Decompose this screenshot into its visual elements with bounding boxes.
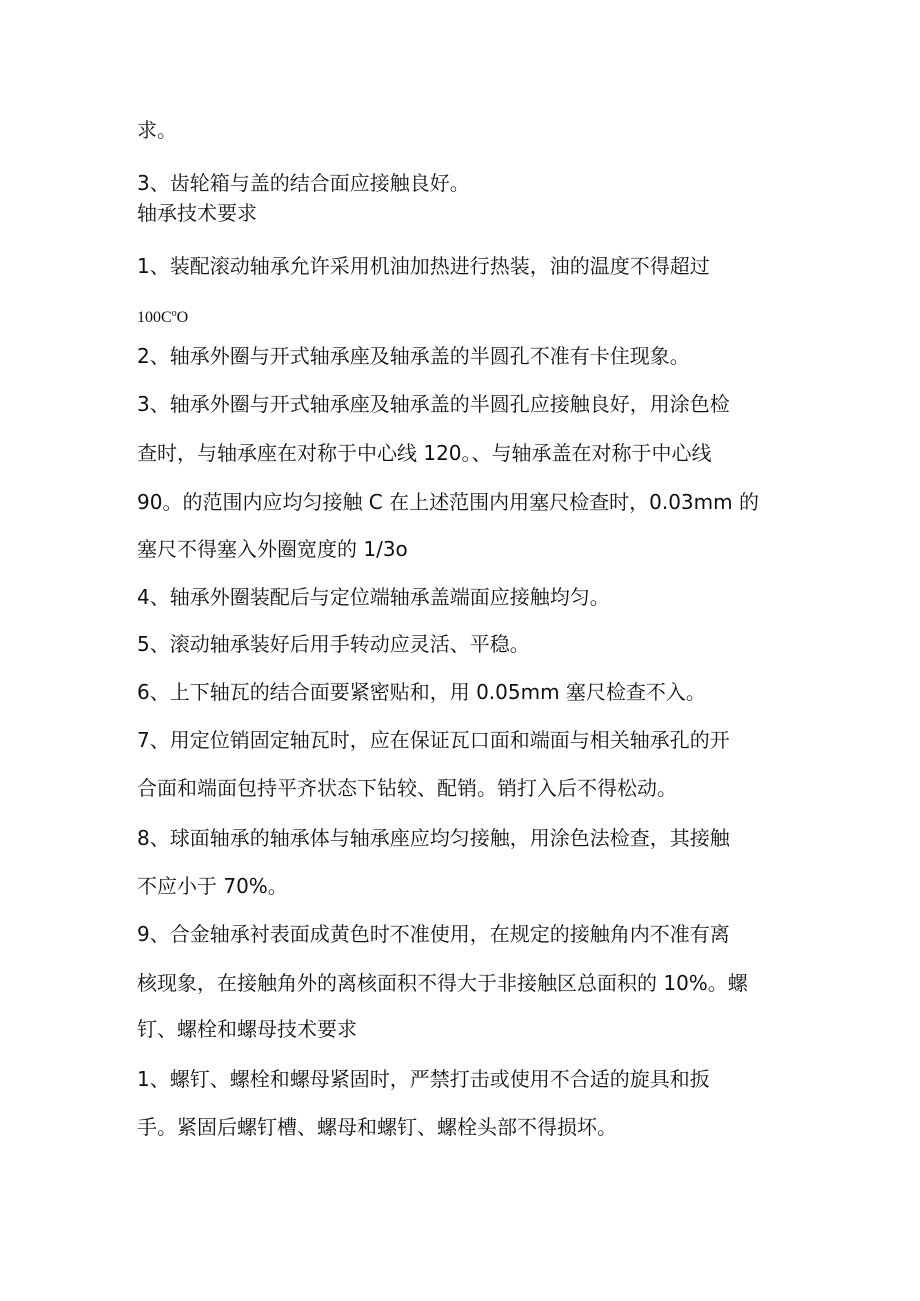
text-line-8: 查时，与轴承座在对称于中心线 120。、与轴承盖在对称于中心线 [137, 441, 712, 465]
text-line-17: 不应小于 70%。 [137, 874, 288, 898]
text-line-16: 8、球面轴承的轴承体与轴承座应均匀接触，用涂色法检查，其接触 [137, 826, 730, 850]
text-line-12: 5、滚动轴承装好后用手转动应灵活、平稳。 [137, 632, 530, 656]
temperature-value: 100C [137, 309, 172, 326]
text-line-6: 2、轴承外圈与开式轴承座及轴承盖的半圆孔不准有卡住现象。 [137, 344, 690, 368]
section-heading-fasteners: 钉、螺栓和螺母技术要求 [137, 1017, 357, 1041]
text-line-19: 核现象，在接触角外的离核面积不得大于非接触区总面积的 10%。螺 [137, 971, 748, 995]
text-line-9: 90。的范围内应均匀接触 C 在上述范围内用塞尺检查时，0.03mm 的 [137, 490, 759, 514]
text-line-15: 合面和端面包持平齐状态下钻较、配销。销打入后不得松动。 [137, 776, 677, 800]
text-line-21: 1、螺钉、螺栓和螺母紧固时，严禁打击或使用不合适的旋具和扳 [137, 1067, 710, 1091]
text-line-14: 7、用定位销固定轴瓦时，应在保证瓦口面和端面与相关轴承孔的开 [137, 728, 730, 752]
text-line-7: 3、轴承外圈与开式轴承座及轴承盖的半圆孔应接触良好，用涂色检 [137, 392, 730, 416]
text-line-18: 9、合金轴承衬表面成黄色时不准使用，在规定的接触角内不准有离 [137, 922, 730, 946]
text-line-4: 1、装配滚动轴承允许采用机油加热进行热装，油的温度不得超过 [137, 254, 710, 278]
temperature-line [137, 301, 188, 331]
text-line-2: 3、齿轮箱与盖的结合面应接触良好。 [137, 171, 470, 195]
text-line-1: 求。 [137, 118, 177, 142]
degree-mark: o [171, 308, 177, 319]
text-line-11: 4、轴承外圈装配后与定位端轴承盖端面应接触均匀。 [137, 585, 610, 609]
temperature-suffix: O [176, 309, 189, 326]
text-line-13: 6、上下轴瓦的结合面要紧密贴和，用 0.05mm 塞尺检查不入。 [137, 680, 706, 704]
section-heading-bearing: 轴承技术要求 [137, 201, 257, 225]
text-line-10: 塞尺不得塞入外圈宽度的 1/3o [137, 537, 408, 561]
text-line-22: 手。紧固后螺钉槽、螺母和螺钉、螺栓头部不得损坏。 [137, 1115, 617, 1139]
